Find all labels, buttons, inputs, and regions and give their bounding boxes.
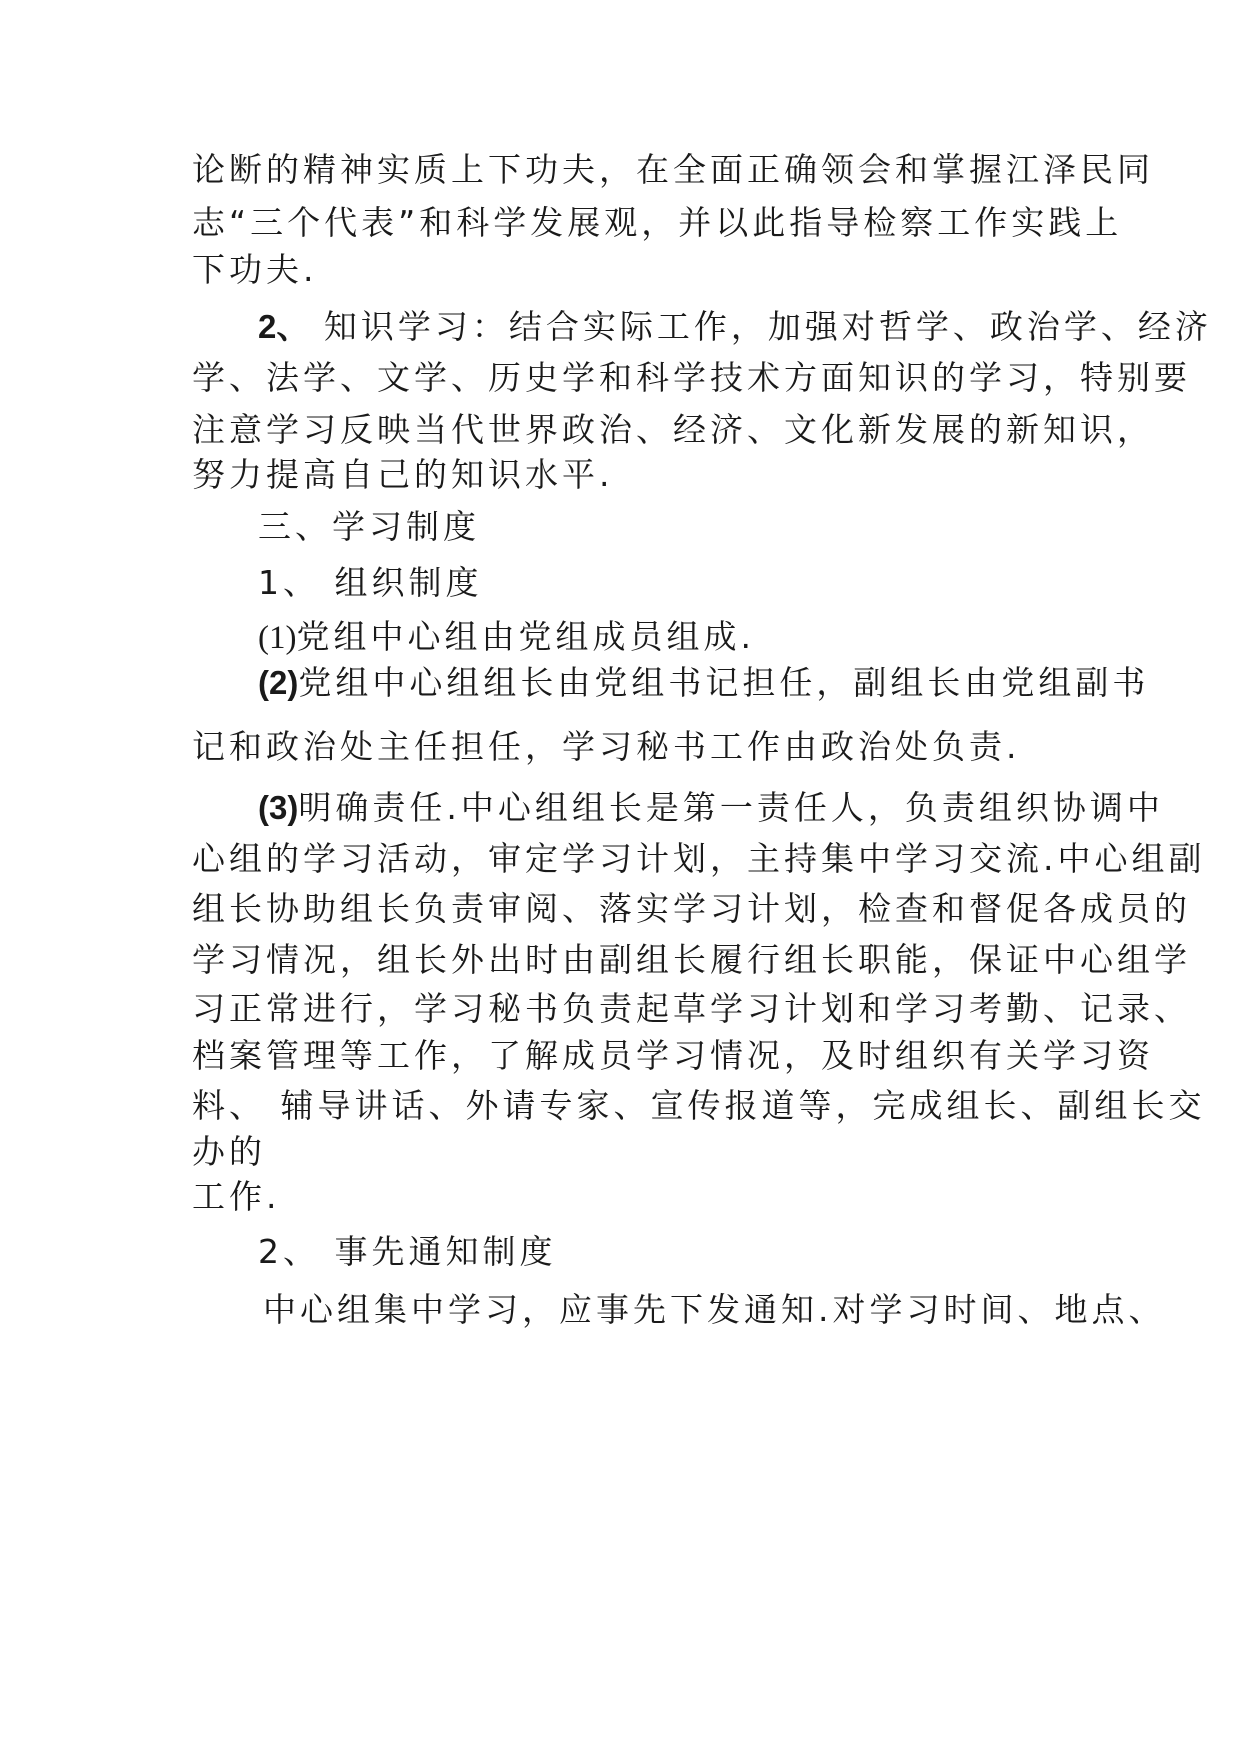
list-item [258,617,755,658]
section-heading: 三、学习制度 [258,507,480,546]
subsection-heading: 2、 事先通知制度 [258,1232,557,1271]
paragraph-line: 工作. [192,1177,281,1216]
paragraph-line: 办的 [192,1132,266,1171]
paragraph-line: 努力提高自己的知识水平. [192,455,614,494]
paragraph-line: 心组的学习活动，审定学习计划，主持集中学习交流.中心组副 [192,839,1206,878]
paragraph-line: 组长协助组长负责审阅、落实学习计划，检查和督促各成员的 [192,889,1191,928]
item-number: (3) [258,789,299,826]
paragraph-line: 习正常进行，学习秘书负责起草学习计划和学习考勤、记录、 [192,989,1191,1028]
subsection-heading: 1、 组织制度 [258,563,483,602]
item-text: 党组中心组由党组成员组成. [296,617,755,656]
item-text: 明确责任.中心组组长是第一责任人，负责组织协调中 [298,788,1164,827]
paragraph-line: 档案管理等工作，了解成员学习情况，及时组织有关学习资 [192,1036,1154,1075]
paragraph-line: 料、 辅导讲话、外请专家、宣传报道等，完成组长、副组长交 [192,1086,1206,1125]
paragraph-line: 中心组集中学习，应事先下发通知.对学习时间、地点、 [263,1290,1166,1329]
paragraph-line: 论断的精神实质上下功夫，在全面正确领会和掌握江泽民同 [192,150,1154,189]
paragraph-text: 知识学习：结合实际工作，加强对哲学、政治学、经济 [309,307,1212,346]
paragraph-line: 学习情况，组长外出时由副组长履行组长职能，保证中心组学 [192,940,1191,979]
paragraph-line: 记和政治处主任担任，学习秘书工作由政治处负责. [192,727,1021,766]
paragraph-line: 学、法学、文学、历史学和科学技术方面知识的学习，特别要 [192,358,1191,397]
item-number: 2、 [258,308,310,345]
list-item [258,663,1149,703]
item-text: 党组中心组组长由党组书记担任，副组长由党组副书 [298,663,1150,702]
paragraph-first-line [258,307,1212,347]
paragraph-line: 注意学习反映当代世界政治、经济、文化新发展的新知识， [192,410,1154,449]
item-number: (2) [258,664,299,701]
paragraph-line: 下功夫. [192,250,318,289]
item-number: (1) [258,620,297,656]
paragraph-line: 志“三个代表”和科学发展观，并以此指导检察工作实践上 [192,203,1123,242]
list-item [258,788,1164,828]
